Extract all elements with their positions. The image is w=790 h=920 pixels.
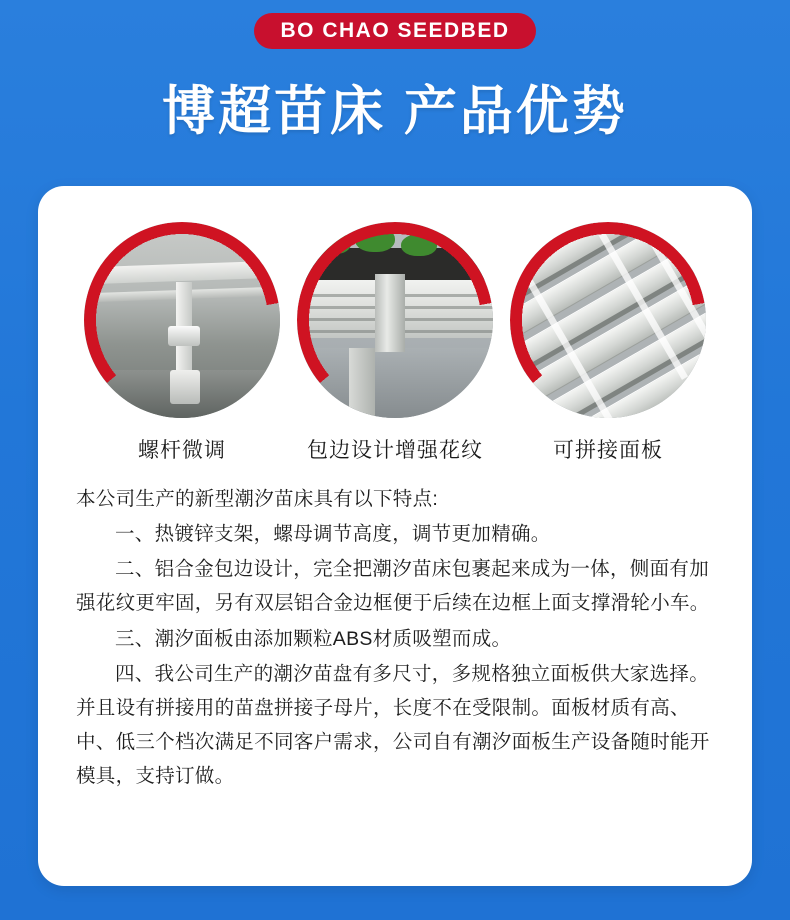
feature-label-edge-banding-pattern: 包边设计增强花纹: [307, 439, 483, 462]
aluminium-edge-banding-with-plants-photo: [297, 222, 493, 418]
body-paragraph-3: 三、潮汐面板由添加颗粒ABS材质吸塑而成。: [115, 627, 512, 650]
body-paragraph-1: 一、热镀锌支架，螺母调节高度，调节更加精确。: [115, 523, 551, 546]
body-copy: [38, 464, 752, 793]
feature-item-edge-banding-pattern: [297, 222, 493, 464]
greenhouse-bench-screw-leg-photo: [84, 222, 280, 418]
feature-image-edge-banding-pattern: [297, 222, 493, 418]
page-title: 博超苗床 产品优势: [162, 82, 628, 141]
splicable-tidal-panel-photo: [510, 222, 706, 418]
feature-image-screw-fine-adjustment: [84, 222, 280, 418]
feature-item-splicable-panel: [510, 222, 706, 464]
feature-label-splicable-panel: 可拼接面板: [553, 439, 663, 462]
brand-badge: BO CHAO SEEDBED: [254, 13, 535, 49]
feature-label-screw-fine-adjustment: 螺杆微调: [138, 439, 226, 462]
feature-list: [38, 186, 752, 464]
feature-item-screw-fine-adjustment: [84, 222, 280, 464]
content-card: [38, 186, 752, 886]
body-paragraph-2: 二、铝合金包边设计，完全把潮汐苗床包裹起来成为一体，侧面有加强花纹更牢固，另有双层铝合金边框便于后续在边框上面支撑滑轮小车。: [76, 558, 710, 615]
badge-container: [0, 0, 790, 49]
body-intro: 本公司生产的新型潮汐苗床具有以下特点:: [76, 488, 439, 510]
body-paragraph-4: 四、我公司生产的潮汐苗盘有多尺寸，多规格独立面板供大家选择。并且设有拼接用的苗盘拼接子母片，长度不在受限制。面板材质有高、中、低三个档次满足不同客户需求，公司自有潮汐面板生产设备随时能开模具，支持订做。: [76, 662, 710, 787]
feature-image-splicable-panel: [510, 222, 706, 418]
